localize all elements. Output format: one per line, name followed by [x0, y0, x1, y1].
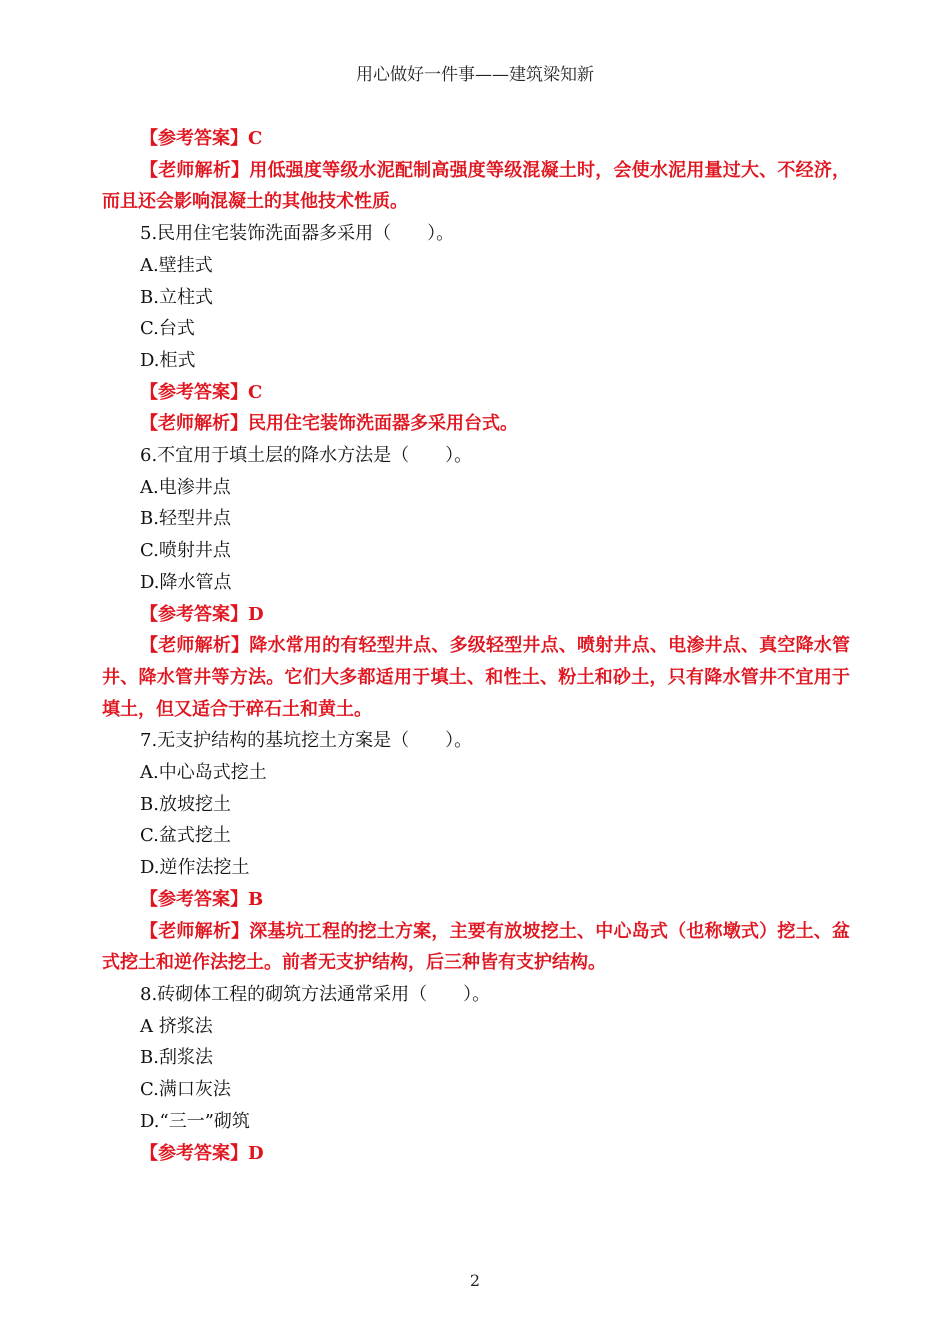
answer-line: 【参考答案】C [140, 381, 263, 403]
page-header: 用心做好一件事——建筑梁知新 [356, 65, 594, 85]
answer-line: 【参考答案】C [140, 128, 263, 149]
answer-line: 【参考答案】B [140, 888, 264, 910]
question-line: 5.民用住宅装饰洗面器多采用（ ）。 [140, 223, 455, 245]
question-line: 7.无支护结构的基坑挖土方案是（ ）。 [140, 730, 473, 752]
option-line: B.立柱式 [140, 286, 213, 308]
option-line: B.轻型井点 [140, 508, 231, 530]
option-line: B.放坡挖土 [140, 793, 231, 815]
option-line: D.“三一”砌筑 [140, 1110, 250, 1132]
page-number: 2 [469, 1271, 481, 1290]
option-line: C.喷射井点 [140, 540, 231, 562]
option-line: B.刮浆法 [140, 1047, 213, 1069]
option-line: D.逆作法挖土 [140, 857, 250, 879]
document-body [102, 123, 850, 1169]
answer-line: 【参考答案】D [140, 1142, 264, 1164]
question-line: 8.砖砌体工程的砌筑方法通常采用（ ）。 [140, 983, 491, 1005]
analysis-paragraph: 【老师解析】深基坑工程的挖土方案，主要有放坡挖土、中心岛式（也称墩式）挖土、盆式挖土和逆作法挖土。前者无支护结构，后三种皆有支护结构。 [102, 920, 850, 974]
analysis-paragraph: 【老师解析】民用住宅装饰洗面器多采用台式。 [140, 413, 518, 435]
option-line: C.盆式挖土 [140, 825, 231, 847]
option-line: D.柜式 [140, 349, 196, 371]
analysis-paragraph: 【老师解析】降水常用的有轻型井点、多级轻型井点、喷射井点、电渗井点、真空降水管井、降水管井等方法。它们大多都适用于填土、和性土、粉土和砂土，只有降水管井不宜用于填土，但又适合于碎石土和黄土。 [102, 635, 850, 720]
option-line: A.壁挂式 [140, 254, 213, 276]
option-line: D.降水管点 [140, 571, 232, 593]
option-line: A.中心岛式挖土 [140, 762, 267, 784]
option-line: C.满口灰法 [140, 1079, 231, 1101]
analysis-paragraph: 【老师解析】用低强度等级水泥配制高强度等级混凝土时，会使水泥用量过大、不经济，而且还会影响混凝土的其他技术性质。 [102, 159, 850, 213]
question-line: 6.不宜用于填土层的降水方法是（ ）。 [140, 445, 473, 467]
option-line: A 挤浆法 [140, 1015, 213, 1037]
answer-line: 【参考答案】D [140, 603, 264, 625]
option-line: A.电渗井点 [140, 476, 231, 498]
option-line: C.台式 [140, 318, 195, 340]
